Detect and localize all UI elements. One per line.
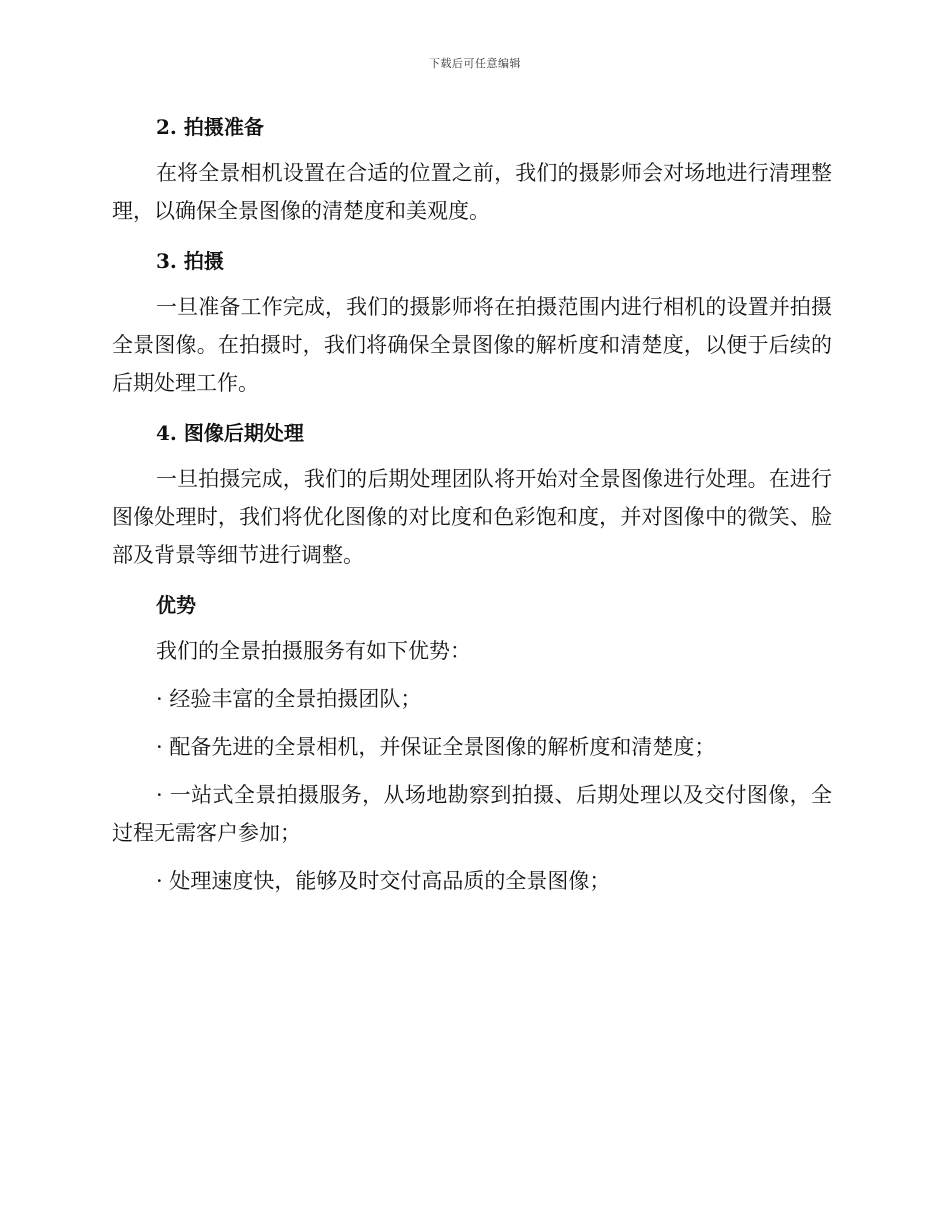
advantages-heading: 优势 (156, 593, 196, 617)
document-body (112, 108, 832, 910)
section-heading-preparation: 2. 拍摄准备 (156, 115, 264, 139)
section-paragraph-shooting: 一旦准备工作完成，我们的摄影师将在拍摄范围内进行相机的设置并拍摄全景图像。在拍摄时，我们将确保全景图像的解析度和清楚度，以便于后续的后期处理工作。 (112, 295, 832, 395)
advantage-item: · 经验丰富的全景拍摄团队； (156, 687, 422, 711)
advantage-item: · 一站式全景拍摄服务，从场地勘察到拍摄、后期处理以及交付图像，全过程无需客户参加； (112, 783, 832, 845)
section-heading-shooting: 3. 拍摄 (156, 249, 224, 273)
advantages-intro: 我们的全景拍摄服务有如下优势： (156, 639, 471, 663)
section-paragraph-post-processing: 一旦拍摄完成，我们的后期处理团队将开始对全景图像进行处理。在进行图像处理时，我们将优化图像的对比度和色彩饱和度，并对图像中的微笑、脸部及背景等细节进行调整。 (112, 467, 832, 567)
header-note: 下载后可任意编辑 (429, 57, 521, 70)
advantage-item: · 处理速度快，能够及时交付高品质的全景图像； (156, 869, 611, 893)
section-paragraph-preparation: 在将全景相机设置在合适的位置之前，我们的摄影师会对场地进行清理整理，以确保全景图像的清楚度和美观度。 (112, 161, 832, 223)
section-heading-post-processing: 4. 图像后期处理 (156, 421, 304, 445)
advantage-item: · 配备先进的全景相机，并保证全景图像的解析度和清楚度； (156, 735, 716, 759)
